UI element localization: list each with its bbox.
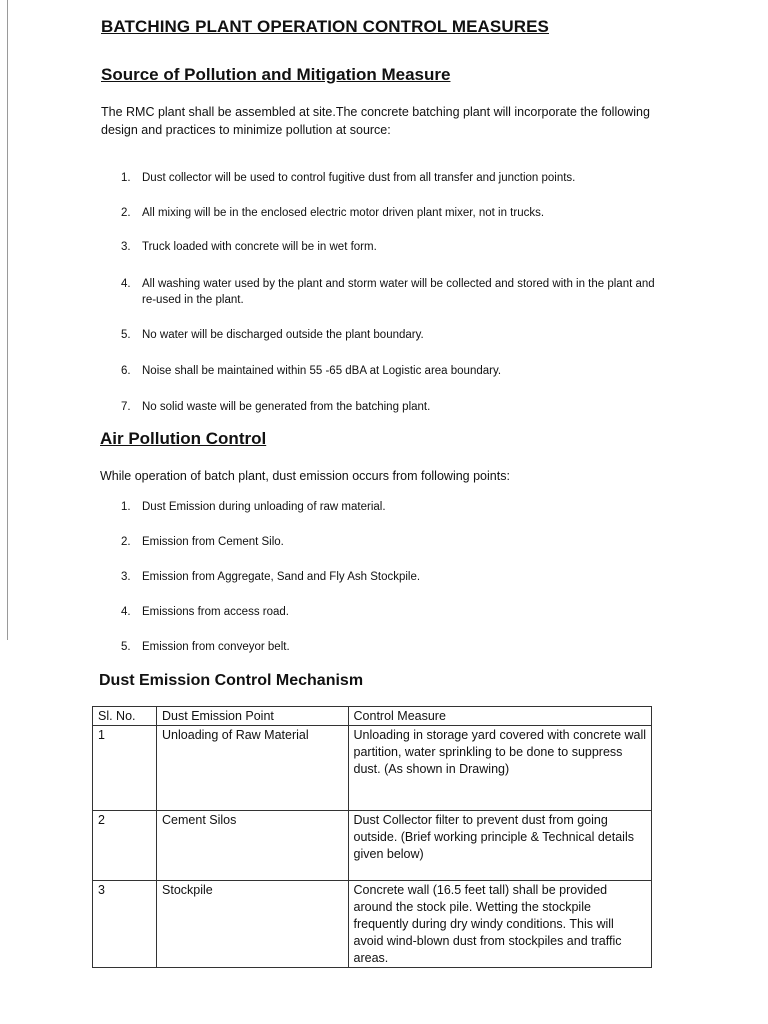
list-item-number: 2. bbox=[121, 207, 131, 219]
list-item-text: Truck loaded with concrete will be in wet form. bbox=[142, 241, 377, 253]
list-item-number: 4. bbox=[121, 606, 131, 618]
table-cell-emission-point: Stockpile bbox=[157, 881, 348, 968]
column-header-emission-point: Dust Emission Point bbox=[157, 707, 348, 726]
list-item-text: No water will be discharged outside the plant boundary. bbox=[142, 329, 424, 341]
list-item-text: Emission from Aggregate, Sand and Fly Ash Stockpile. bbox=[142, 571, 421, 583]
table-cell-sl-no: 3 bbox=[93, 881, 157, 968]
list-item-number: 5. bbox=[121, 641, 131, 653]
table-cell-emission-point: Unloading of Raw Material bbox=[157, 726, 348, 811]
table-cell-control-measure: Dust Collector filter to prevent dust from going outside. (Brief working principle & Technical details given below) bbox=[348, 811, 651, 881]
list-item bbox=[121, 569, 681, 585]
list-item bbox=[121, 604, 681, 620]
list-item bbox=[121, 205, 681, 221]
table-row bbox=[93, 881, 652, 968]
table-header-row bbox=[93, 707, 652, 726]
table-cell-control-measure: Unloading in storage yard covered with concrete wall partition, water sprinkling to be done to suppress dust. (As shown in Drawing) bbox=[348, 726, 651, 811]
list-item bbox=[121, 327, 681, 343]
table-row bbox=[93, 726, 652, 811]
list-item-text: Emission from conveyor belt. bbox=[142, 641, 290, 653]
air-section-intro: While operation of batch plant, dust emission occurs from following points: bbox=[100, 469, 510, 483]
list-item-text: All washing water used by the plant and storm water will be collected and stored with in the plant and re-used in the plant. bbox=[142, 278, 655, 306]
list-item-text: Emission from Cement Silo. bbox=[142, 536, 284, 548]
list-item-number: 5. bbox=[121, 329, 131, 341]
list-item-text: Emissions from access road. bbox=[142, 606, 289, 618]
list-item-text: All mixing will be in the enclosed electric motor driven plant mixer, not in trucks. bbox=[142, 207, 545, 219]
table-cell-sl-no: 2 bbox=[93, 811, 157, 881]
list-item bbox=[121, 170, 681, 186]
table-cell-emission-point: Cement Silos bbox=[157, 811, 348, 881]
dust-control-table bbox=[92, 706, 652, 968]
list-item bbox=[121, 499, 681, 515]
air-section-heading: Air Pollution Control bbox=[100, 429, 267, 448]
list-item-number: 4. bbox=[121, 278, 131, 290]
source-section-heading: Source of Pollution and Mitigation Measure bbox=[101, 65, 451, 84]
list-item-number: 3. bbox=[121, 241, 131, 253]
list-item bbox=[121, 399, 681, 415]
list-item-text: Dust collector will be used to control fugitive dust from all transfer and junction points. bbox=[142, 172, 576, 184]
list-item-number: 7. bbox=[121, 401, 131, 413]
scan-page-edge bbox=[7, 0, 8, 640]
list-item bbox=[121, 239, 681, 255]
list-item-text: Dust Emission during unloading of raw material. bbox=[142, 501, 386, 513]
list-item bbox=[121, 639, 681, 655]
list-item bbox=[121, 534, 681, 550]
list-item-number: 1. bbox=[121, 501, 131, 513]
list-item-text: Noise shall be maintained within 55 -65 dBA at Logistic area boundary. bbox=[142, 365, 502, 377]
list-item-number: 3. bbox=[121, 571, 131, 583]
list-item-number: 2. bbox=[121, 536, 131, 548]
list-item-text: No solid waste will be generated from the batching plant. bbox=[142, 401, 431, 413]
column-header-sl-no: Sl. No. bbox=[93, 707, 157, 726]
source-section-intro: The RMC plant shall be assembled at site.The concrete batching plant will incorporate the following design and practices to minimize pollution at source: bbox=[101, 105, 650, 137]
list-item bbox=[121, 363, 681, 379]
table-row bbox=[93, 811, 652, 881]
list-item-number: 6. bbox=[121, 365, 131, 377]
list-item-number: 1. bbox=[121, 172, 131, 184]
document-title: BATCHING PLANT OPERATION CONTROL MEASURES bbox=[101, 17, 549, 36]
column-header-control-measure: Control Measure bbox=[348, 707, 651, 726]
table-cell-control-measure: Concrete wall (16.5 feet tall) shall be provided around the stock pile. Wetting the stockpile frequently during dry windy conditions. This will avoid wind-blown dust from stockpiles and traffic areas. bbox=[348, 881, 651, 968]
list-item bbox=[121, 276, 661, 308]
table-cell-sl-no: 1 bbox=[93, 726, 157, 811]
dust-control-heading: Dust Emission Control Mechanism bbox=[99, 672, 364, 689]
